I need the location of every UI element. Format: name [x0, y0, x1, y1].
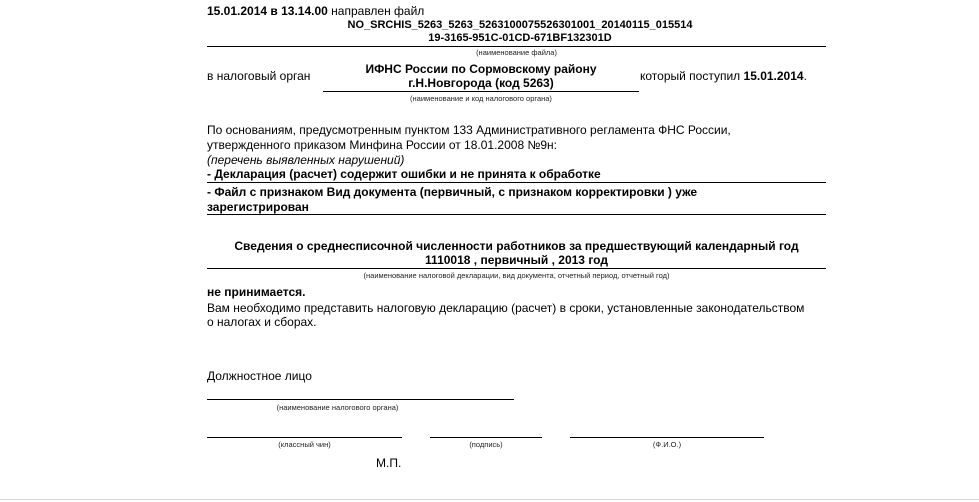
- file-name-line1: NO_SRCHIS_5263_5263_5263100075526301001_20140115_015514: [347, 19, 693, 31]
- sent-file-label: направлен файл: [331, 4, 425, 18]
- declaration-underline: [207, 268, 826, 269]
- received-period: .: [803, 69, 807, 83]
- signature-caption: (подпись): [469, 440, 503, 449]
- fio-underline: [570, 437, 764, 438]
- received-line: [640, 69, 807, 83]
- rank-underline: [207, 437, 402, 438]
- file-caption: (наименование файла): [476, 48, 557, 57]
- note-line1: Вам необходимо представить налоговую декларацию (расчет) в сроки, установленные законодательством: [207, 301, 805, 315]
- file-name-line2: 19-3165-951C-01CD-671BF132301D: [428, 32, 612, 44]
- authority-prefix: в налоговый орган: [207, 69, 311, 83]
- violation-2-line2: зарегистрирован: [207, 200, 309, 214]
- declaration-title-line1: Сведения о среднесписочной численности работников за предшествующий календарный год: [234, 239, 799, 253]
- stamp-label: М.П.: [376, 456, 402, 470]
- grounds-line1: По основаниям, предусмотренным пунктом 133 Административного регламента ФНС России,: [207, 123, 731, 137]
- declaration-title-line2: 1110018 , первичный , 2013 год: [425, 253, 608, 267]
- org-caption: (наименование налогового органа): [276, 403, 399, 412]
- fio-caption: (Ф.И.О.): [652, 440, 682, 449]
- file-name-underline: [207, 46, 826, 47]
- authority-name-line1: ИФНС России по Сормовскому району: [365, 62, 597, 76]
- violation-2-underline: [207, 214, 826, 215]
- authority-underline: [323, 91, 639, 92]
- page-bottom-divider: [0, 499, 979, 500]
- violation-2-line1: - Файл с признаком Вид документа (первичный, с признаком корректировки ) уже: [207, 185, 698, 199]
- note-line2: о налогах и сборах.: [207, 315, 317, 329]
- authority-name-line2: г.Н.Новгорода (код 5263): [408, 76, 554, 90]
- authority-caption: (наименование и код налогового органа): [410, 94, 552, 103]
- violation-1-underline: [207, 182, 826, 183]
- header-line: [207, 4, 424, 18]
- rank-caption: (классный чин): [278, 440, 331, 449]
- violations-label: (перечень выявленных нарушений): [207, 153, 405, 167]
- received-date: 15.01.2014: [743, 69, 804, 83]
- not-accepted: не принимается.: [207, 285, 306, 299]
- official-label: Должностное лицо: [207, 369, 312, 383]
- received-text: который поступил: [640, 69, 741, 83]
- official-underline: [207, 399, 514, 400]
- signature-underline: [430, 437, 542, 438]
- violation-1: - Декларация (расчет) содержит ошибки и не принята к обработке: [207, 167, 601, 181]
- date-time: 15.01.2014 в 13.14.00: [207, 4, 328, 18]
- grounds-line2: утвержденного приказом Минфина России от 18.01.2008 №9н:: [207, 138, 557, 152]
- declaration-caption: (наименование налоговой декларации, вид документа, отчетный период, отчетный год): [363, 271, 670, 280]
